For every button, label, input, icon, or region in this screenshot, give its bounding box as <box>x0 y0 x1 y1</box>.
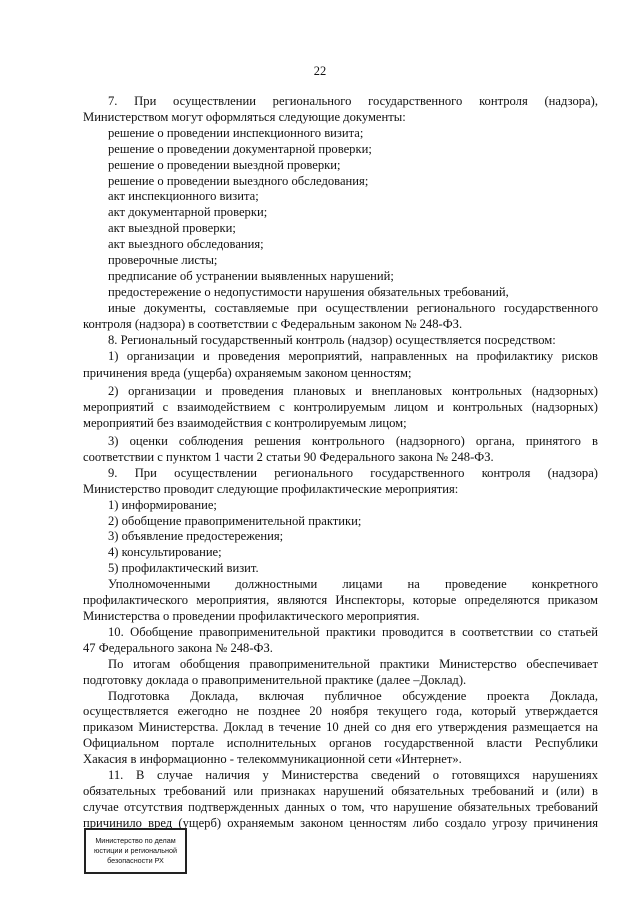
prevention-list-item: 4) консультирование; <box>108 545 222 560</box>
document-list-item: проверочные листы; <box>108 253 218 268</box>
document-list-item: контроля (надзора) в соответствии с Федеральным законом № 248-ФЗ. <box>83 316 463 331</box>
stamp-line: Министерство по делам <box>95 836 176 845</box>
paragraph-10-line: Хакасия в информационно - телекоммуникационной сети «Интернет». <box>83 752 462 767</box>
paragraph-10-line: Подготовка Доклада, включая публичное обсуждение проекта Доклада, <box>108 688 598 703</box>
document-list-item: решение о проведении документарной проверки; <box>108 141 372 156</box>
paragraph-11-line: случае отсутствия подтвержденных данных о том, что нарушение обязательных требований <box>83 799 598 814</box>
paragraph-9-line: Министерство проводит следующие профилактические мероприятия: <box>83 481 459 496</box>
paragraph-10-line: Официальном портале исполнительных органов государственной власти Республики <box>83 736 598 751</box>
prevention-list-item: 5) профилактический визит. <box>108 561 259 576</box>
paragraph-11-line: причинило вред (ущерб) охраняемым законом ценностям либо создало угрозу причинения <box>83 815 598 830</box>
document-list-item: решение о проведении инспекционного визита; <box>108 125 364 140</box>
paragraph-8-line: 3) оценки соблюдения решения контрольного (надзорного) органа, принятого в <box>108 434 598 449</box>
paragraph-10-line: 10. Обобщение правоприменительной практики проводится в соответствии со статьей <box>108 624 598 639</box>
paragraph-10-line: приказом Министерства. Доклад в течение 10 дней со дня его утверждения размещается на <box>83 720 598 735</box>
paragraph-8-line: 2) организации и проведения плановых и внеплановых контрольных (надзорных) <box>108 384 598 399</box>
paragraph-9-line: Министерства о проведении профилактического мероприятия. <box>83 609 420 623</box>
prevention-list-item: 2) обобщение правоприменительной практики; <box>108 513 362 528</box>
paragraph-9-line: профилактического мероприятия, являются Инспекторы, которые определяются приказом <box>83 593 598 608</box>
paragraph-10-line: 47 Федерального закона № 248-ФЗ. <box>83 640 273 655</box>
paragraph-10-line: осуществляется ежегодно не позднее 20 ноября текущего года, который утверждается <box>83 704 598 719</box>
document-list-item: акт выездной проверки; <box>108 221 236 236</box>
paragraph-9-line: 9. При осуществлении регионального государственного контроля (надзора) <box>108 465 598 480</box>
ministry-stamp <box>84 828 187 874</box>
document-list-item: акт документарной проверки; <box>108 205 268 220</box>
paragraph-8-line: мероприятий с взаимодействием с контролируемым лицом и контрольных (надзорных) <box>83 400 598 415</box>
paragraph-8-line: мероприятий без взаимодействия с контролируемым лицом; <box>83 416 407 431</box>
document-list-item: акт инспекционного визита; <box>108 189 259 204</box>
paragraph-8-line: причинения вреда (ущерба) охраняемым законом ценностям; <box>83 366 412 381</box>
prevention-list-item: 3) объявление предостережения; <box>108 529 284 544</box>
document-list-item: решение о проведении выездного обследования; <box>108 173 369 188</box>
stamp-line: юстиции и региональной <box>94 845 177 855</box>
paragraph-7-line: Министерством могут оформляться следующие документы: <box>83 109 406 124</box>
paragraph-7-line: 7. При осуществлении регионального государственного контроля (надзора), <box>108 94 598 108</box>
paragraph-10-line: По итогам обобщения правоприменительной практики Министерство обеспечивает <box>108 656 598 671</box>
paragraph-11-line: 11. В случае наличия у Министерства сведений о готовящихся нарушениях <box>108 768 598 783</box>
paragraph-11-line: обязательных требований или признаках нарушений обязательных требований и (или) в <box>83 783 598 798</box>
paragraph-8-line: 1) организации и проведения мероприятий, направленных на профилактику рисков <box>108 348 598 363</box>
document-list-item: предписание об устранении выявленных нарушений; <box>108 268 394 283</box>
paragraph-10-line: подготовку доклада о правоприменительной практике (далее –Доклад). <box>83 672 467 687</box>
document-list-item: решение о проведении выездной проверки; <box>108 157 341 172</box>
document-list-item: акт выездного обследования; <box>108 237 264 252</box>
paragraph-8-line: 8. Региональный государственный контроль (надзор) осуществляется посредством: <box>108 332 556 347</box>
document-list-item: предостережение о недопустимости нарушения обязательных требований, <box>108 284 509 299</box>
paragraph-8-line: соответствии с пунктом 1 части 2 статьи 90 Федерального закона № 248-ФЗ. <box>83 449 494 464</box>
stamp-line: безопасности РХ <box>107 855 164 865</box>
paragraph-9-line: Уполномоченными должностными лицами на проведение конкретного <box>108 577 598 592</box>
page-number: 22 <box>313 64 327 78</box>
prevention-list-item: 1) информирование; <box>108 497 217 512</box>
document-list-item: иные документы, составляемые при осуществлении регионального государственного <box>108 300 598 315</box>
document-body <box>83 94 598 832</box>
